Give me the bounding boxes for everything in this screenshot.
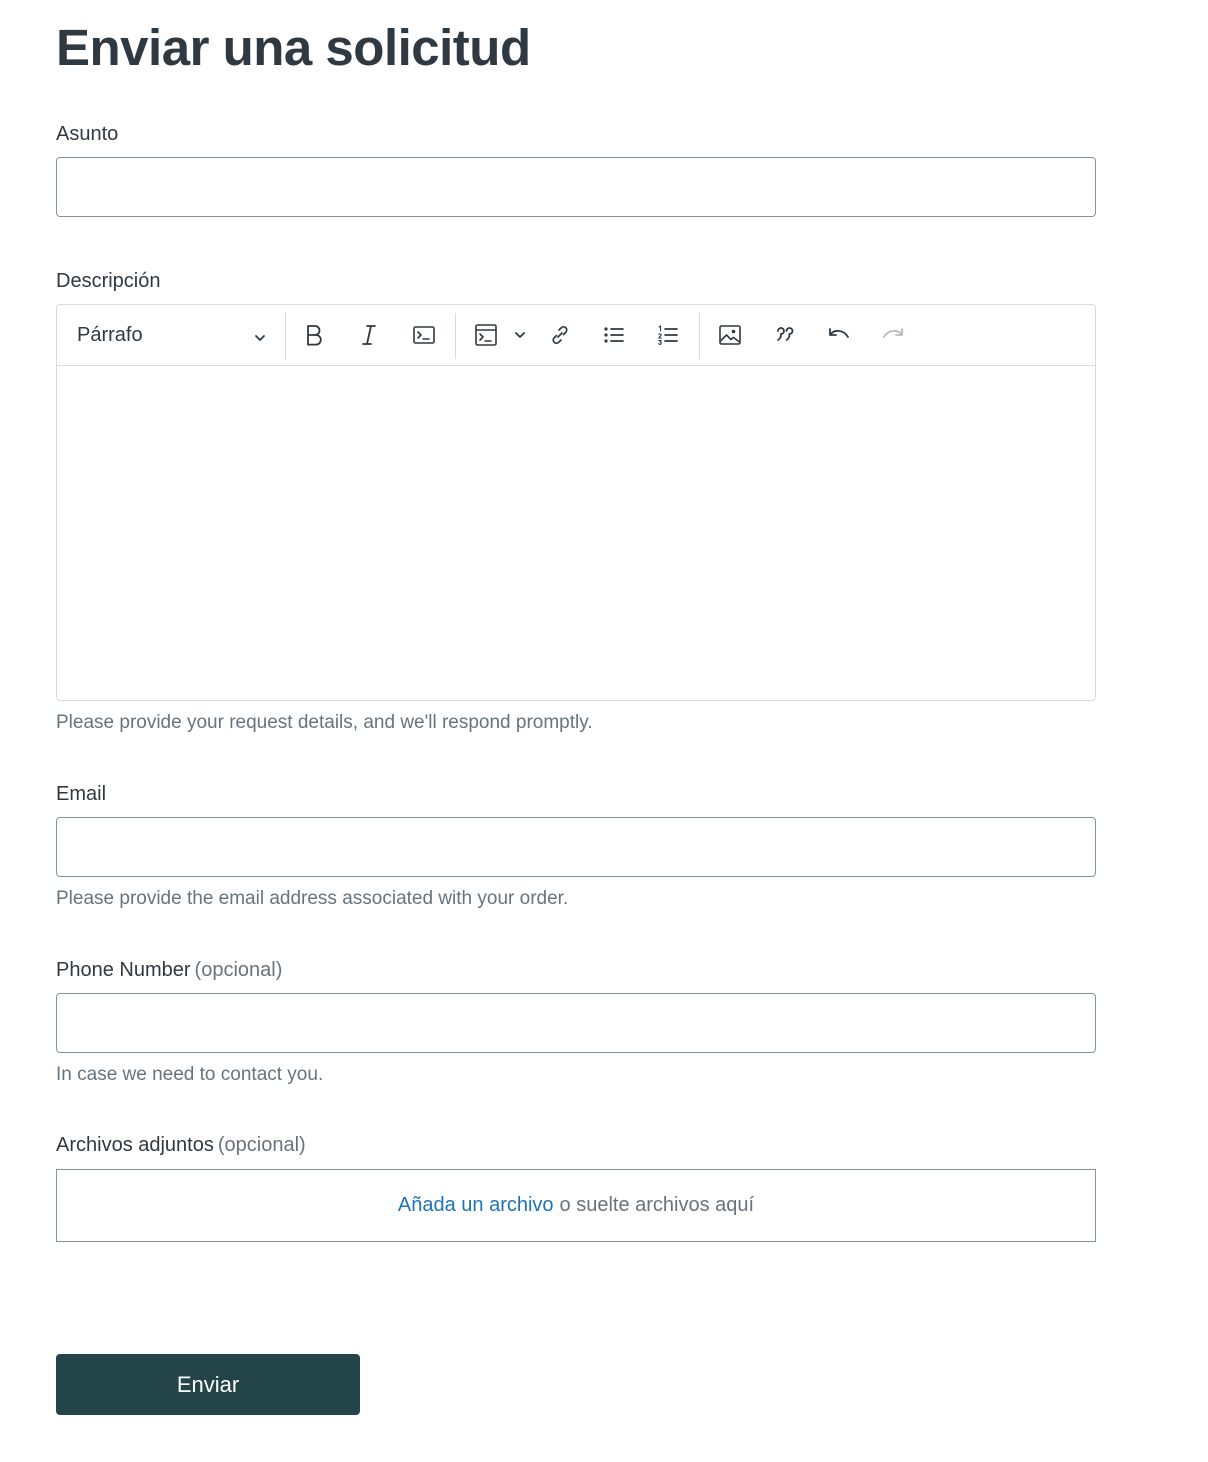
heading-select-value: Párrafo (77, 323, 143, 346)
bulleted-list-icon (602, 323, 626, 347)
email-input[interactable] (56, 817, 1096, 877)
email-hint: Please provide the email address associated with your order. (56, 888, 569, 909)
drop-files-text: o suelte archivos aquí (559, 1194, 755, 1216)
phone-optional-tag: (opcional) (194, 959, 283, 981)
bold-button[interactable] (291, 311, 337, 359)
toolbar-divider (285, 313, 286, 359)
bold-icon (303, 323, 325, 347)
subject-input[interactable] (56, 157, 1096, 217)
redo-button[interactable] (870, 311, 916, 359)
attachments-optional-tag: (opcional) (217, 1134, 306, 1156)
chevron-down-icon (514, 329, 526, 341)
image-button[interactable] (707, 311, 753, 359)
undo-button[interactable] (816, 311, 862, 359)
italic-button[interactable] (346, 311, 392, 359)
attachments-dropzone[interactable] (56, 1169, 1096, 1242)
code-icon (412, 324, 436, 346)
subject-label: Asunto (56, 123, 119, 145)
numbered-list-icon (656, 323, 680, 347)
description-editor (56, 304, 1096, 701)
numbered-list-button[interactable] (645, 311, 691, 359)
phone-input[interactable] (56, 993, 1096, 1053)
image-icon (718, 323, 742, 347)
submit-button[interactable]: Enviar (56, 1354, 360, 1415)
toolbar-divider (699, 313, 700, 359)
quote-icon (774, 324, 796, 346)
undo-icon (827, 325, 851, 345)
code-block-button[interactable] (463, 311, 509, 359)
attachments-label (56, 1133, 306, 1157)
page-title: Enviar una solicitud (56, 19, 531, 76)
email-label: Email (56, 783, 107, 805)
phone-label (56, 958, 282, 982)
add-file-link[interactable]: Añada un archivo (397, 1194, 554, 1216)
chevron-down-icon (253, 328, 267, 351)
toolbar-divider (455, 313, 456, 359)
italic-icon (358, 323, 380, 347)
link-icon (548, 323, 572, 347)
description-label: Descripción (56, 270, 161, 292)
code-button[interactable] (401, 311, 447, 359)
code-block-dropdown[interactable] (509, 311, 531, 359)
bulleted-list-button[interactable] (591, 311, 637, 359)
quote-button[interactable] (762, 311, 808, 359)
heading-select[interactable] (67, 311, 277, 359)
description-hint: Please provide your request details, and we'll respond promptly. (56, 712, 593, 733)
link-button[interactable] (537, 311, 583, 359)
description-textarea[interactable] (57, 366, 1095, 700)
phone-label-text: Phone Number (56, 959, 191, 981)
redo-icon (881, 325, 905, 345)
editor-toolbar (57, 305, 1095, 366)
phone-hint: In case we need to contact you. (56, 1064, 324, 1085)
attachments-label-text: Archivos adjuntos (56, 1134, 214, 1156)
code-block-icon (474, 323, 498, 347)
